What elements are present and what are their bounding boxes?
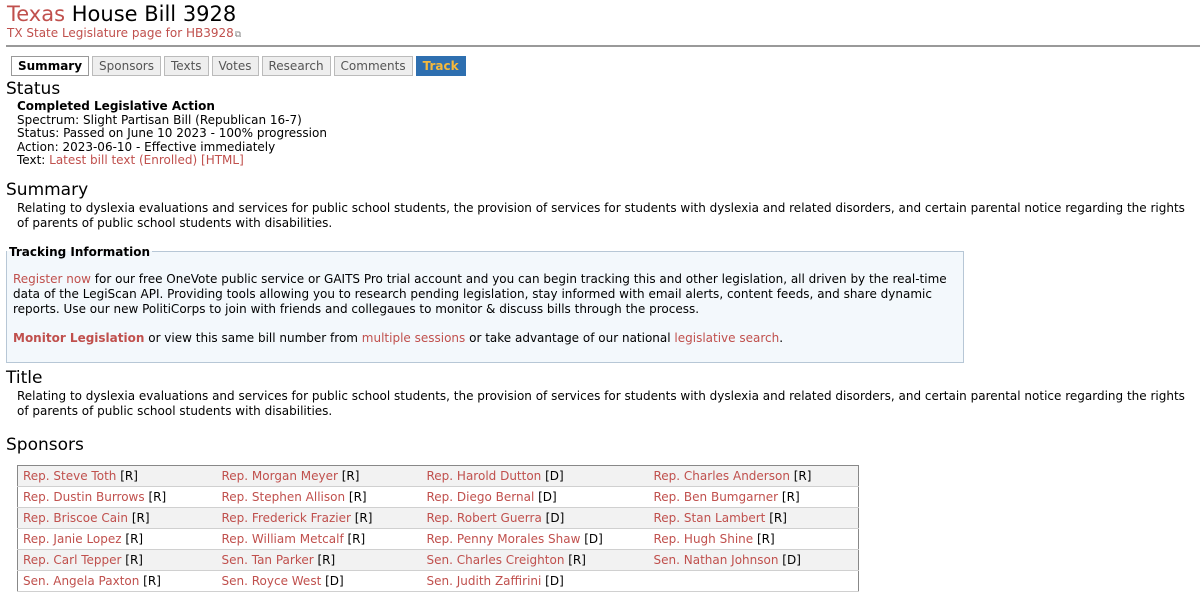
status-heading: Status (6, 79, 61, 99)
sponsor-cell (649, 549, 859, 570)
sponsor-link[interactable]: Rep. Morgan Meyer (221, 468, 338, 483)
sponsor-party: [R] (753, 531, 775, 546)
sponsor-party: [R] (343, 531, 366, 546)
sponsor-link[interactable]: Rep. Hugh Shine (653, 531, 754, 546)
legislature-page-link[interactable]: TX State Legislature page for HB3928 (7, 26, 234, 40)
sponsor-cell (217, 549, 422, 570)
tab-comments[interactable]: Comments (334, 56, 413, 76)
tab-research[interactable]: Research (262, 56, 331, 76)
sponsor-cell (649, 570, 859, 591)
tracking-text (13, 272, 957, 317)
sponsor-link[interactable]: Sen. Royce West (221, 573, 322, 588)
sponsor-party: [D] (580, 531, 603, 546)
sponsors-heading: Sponsors (6, 434, 84, 455)
sponsor-party: [R] (564, 552, 586, 567)
sponsor-party: [R] (313, 552, 336, 567)
table-row (18, 507, 859, 528)
title-text: Relating to dyslexia evaluations and services for public school students, the provision of services for students with dyslexia and related disorders, and certain parental notice regarding the rights of parents of public school students with disabilities. (17, 388, 1185, 418)
monitor-legislation-link[interactable]: Monitor Legislation (13, 330, 145, 345)
sponsor-link[interactable]: Rep. William Metcalf (221, 531, 344, 546)
spectrum-text: Spectrum: Slight Partisan Bill (Republican 16-7) (17, 112, 302, 127)
sponsors-section (6, 434, 1200, 592)
sponsor-cell (422, 549, 649, 570)
sponsor-link[interactable]: Rep. Janie Lopez (23, 531, 122, 546)
sponsor-link[interactable]: Rep. Diego Bernal (426, 489, 535, 504)
sponsor-link[interactable]: Sen. Tan Parker (221, 552, 314, 567)
completed-label: Completed Legislative Action (17, 99, 215, 113)
sponsor-cell (217, 507, 422, 528)
sponsor-link[interactable]: Rep. Robert Guerra (426, 510, 542, 525)
page-title (7, 0, 236, 28)
sponsor-party: [R] (765, 510, 787, 525)
sponsor-party: [R] (337, 468, 360, 483)
tracking-links (13, 331, 957, 345)
tracking-end-text: or take advantage of our national (465, 330, 675, 345)
sponsor-cell (217, 486, 422, 507)
sponsor-party: [R] (128, 510, 150, 525)
register-now-link[interactable]: Register now (13, 271, 91, 286)
title-heading: Title (6, 367, 43, 388)
sponsor-link[interactable]: Sen. Charles Creighton (426, 552, 565, 567)
sponsor-link[interactable]: Sen. Angela Paxton (23, 573, 140, 588)
table-row (18, 465, 859, 486)
tracking-legend: Tracking Information (9, 244, 151, 259)
sponsor-party: [D] (778, 552, 801, 567)
sponsor-cell (217, 465, 422, 486)
action-text: Action: 2023-06-10 - Effective immediately (17, 139, 276, 154)
sponsor-party: [R] (121, 531, 144, 546)
tab-sponsors[interactable]: Sponsors (92, 56, 161, 76)
sponsor-link[interactable]: Rep. Stan Lambert (653, 510, 766, 525)
sponsor-party: [R] (121, 552, 143, 567)
sponsor-link[interactable]: Rep. Harold Dutton (426, 468, 542, 483)
latest-bill-text-link[interactable]: Latest bill text (Enrolled) [HTML] (49, 153, 244, 167)
tracking-mid-text: or view this same bill number from (144, 330, 362, 345)
sponsor-link[interactable]: Rep. Frederick Frazier (221, 510, 351, 525)
sponsor-cell (649, 486, 859, 507)
sponsor-cell (649, 507, 859, 528)
sponsor-party: [D] (534, 489, 557, 504)
sponsor-cell (422, 570, 649, 591)
status-text: Status: Passed on June 10 2023 - 100% progression (17, 126, 327, 140)
table-row (18, 486, 859, 507)
sponsor-cell (422, 507, 649, 528)
sponsor-party: [D] (541, 510, 565, 525)
tab-texts[interactable]: Texts (164, 56, 209, 76)
multiple-sessions-link[interactable]: multiple sessions (361, 330, 466, 345)
external-link-icon: ⧉ (234, 30, 242, 40)
sponsor-link[interactable]: Rep. Dustin Burrows (23, 489, 145, 504)
sponsor-cell (18, 549, 217, 570)
sponsor-cell (217, 528, 422, 549)
text-label: Text: (17, 153, 50, 167)
sponsor-link[interactable]: Sen. Judith Zaffirini (426, 573, 542, 588)
page-header (6, 0, 1200, 47)
sponsor-link[interactable]: Rep. Briscoe Cain (23, 510, 128, 525)
sponsor-link[interactable]: Rep. Steve Toth (23, 468, 117, 483)
sponsor-party: [D] (321, 573, 344, 588)
sponsor-party: [R] (345, 489, 367, 504)
sponsor-cell (217, 570, 422, 591)
sponsors-table (17, 465, 859, 592)
summary-heading: Summary (6, 179, 89, 200)
sponsor-party: [R] (350, 510, 373, 525)
sponsor-party: [R] (139, 573, 161, 588)
tab-bar (11, 56, 1200, 78)
legislature-link-row (7, 25, 241, 43)
sponsor-party: [R] (789, 468, 812, 483)
sponsor-link[interactable]: Rep. Stephen Allison (221, 489, 346, 504)
summary-text: Relating to dyslexia evaluations and services for public school students, the provision of services for students with dyslexia and related disorders, and certain parental notice regarding the rights of parents of public school students with disabilities. (17, 200, 1185, 230)
sponsor-cell (18, 486, 217, 507)
sponsor-link[interactable]: Rep. Charles Anderson (653, 468, 790, 483)
sponsor-cell (422, 528, 649, 549)
sponsor-party: [R] (116, 468, 138, 483)
summary-section (6, 179, 1200, 231)
status-section (6, 78, 1200, 168)
title-state: Texas (7, 2, 66, 26)
tab-track[interactable]: Track (416, 56, 466, 76)
sponsor-link[interactable]: Rep. Carl Tepper (23, 552, 122, 567)
sponsor-party: [D] (541, 468, 564, 483)
sponsor-cell (422, 465, 649, 486)
sponsor-link[interactable]: Sen. Nathan Johnson (653, 552, 779, 567)
sponsor-cell (649, 528, 859, 549)
sponsor-cell (18, 465, 217, 486)
sponsor-link[interactable]: Rep. Ben Bumgarner (653, 489, 779, 504)
legislative-search-link[interactable]: legislative search (674, 330, 780, 345)
tab-summary[interactable]: Summary (11, 56, 89, 76)
title-section (6, 367, 1200, 419)
tracking-body: for our free OneVote public service or GAITS Pro trial account and you can begin tracking this and other legislation, all driven by the real-time data of the LegiScan API. Providing tools allowing you to research pending legislation, stay informed with email alerts, content feeds, and share dynamic reports. Use our new PolitiCorps to join with friends and collegaues to monitor & discuss bills through the process. (13, 271, 947, 316)
sponsor-cell (18, 570, 217, 591)
sponsor-cell (18, 507, 217, 528)
sponsor-party: [R] (144, 489, 167, 504)
tracking-period: . (779, 330, 784, 345)
tracking-info-box (6, 245, 964, 363)
bill-text-row (17, 154, 1200, 168)
tab-votes[interactable]: Votes (212, 56, 259, 76)
table-row (18, 549, 859, 570)
table-row (18, 570, 859, 591)
title-bill: House Bill 3928 (71, 2, 237, 26)
sponsor-cell (18, 528, 217, 549)
sponsor-cell (422, 486, 649, 507)
sponsor-link[interactable]: Rep. Penny Morales Shaw (426, 531, 581, 546)
sponsor-party: [R] (778, 489, 800, 504)
table-row (18, 528, 859, 549)
sponsor-party: [D] (541, 573, 564, 588)
sponsor-cell (649, 465, 859, 486)
